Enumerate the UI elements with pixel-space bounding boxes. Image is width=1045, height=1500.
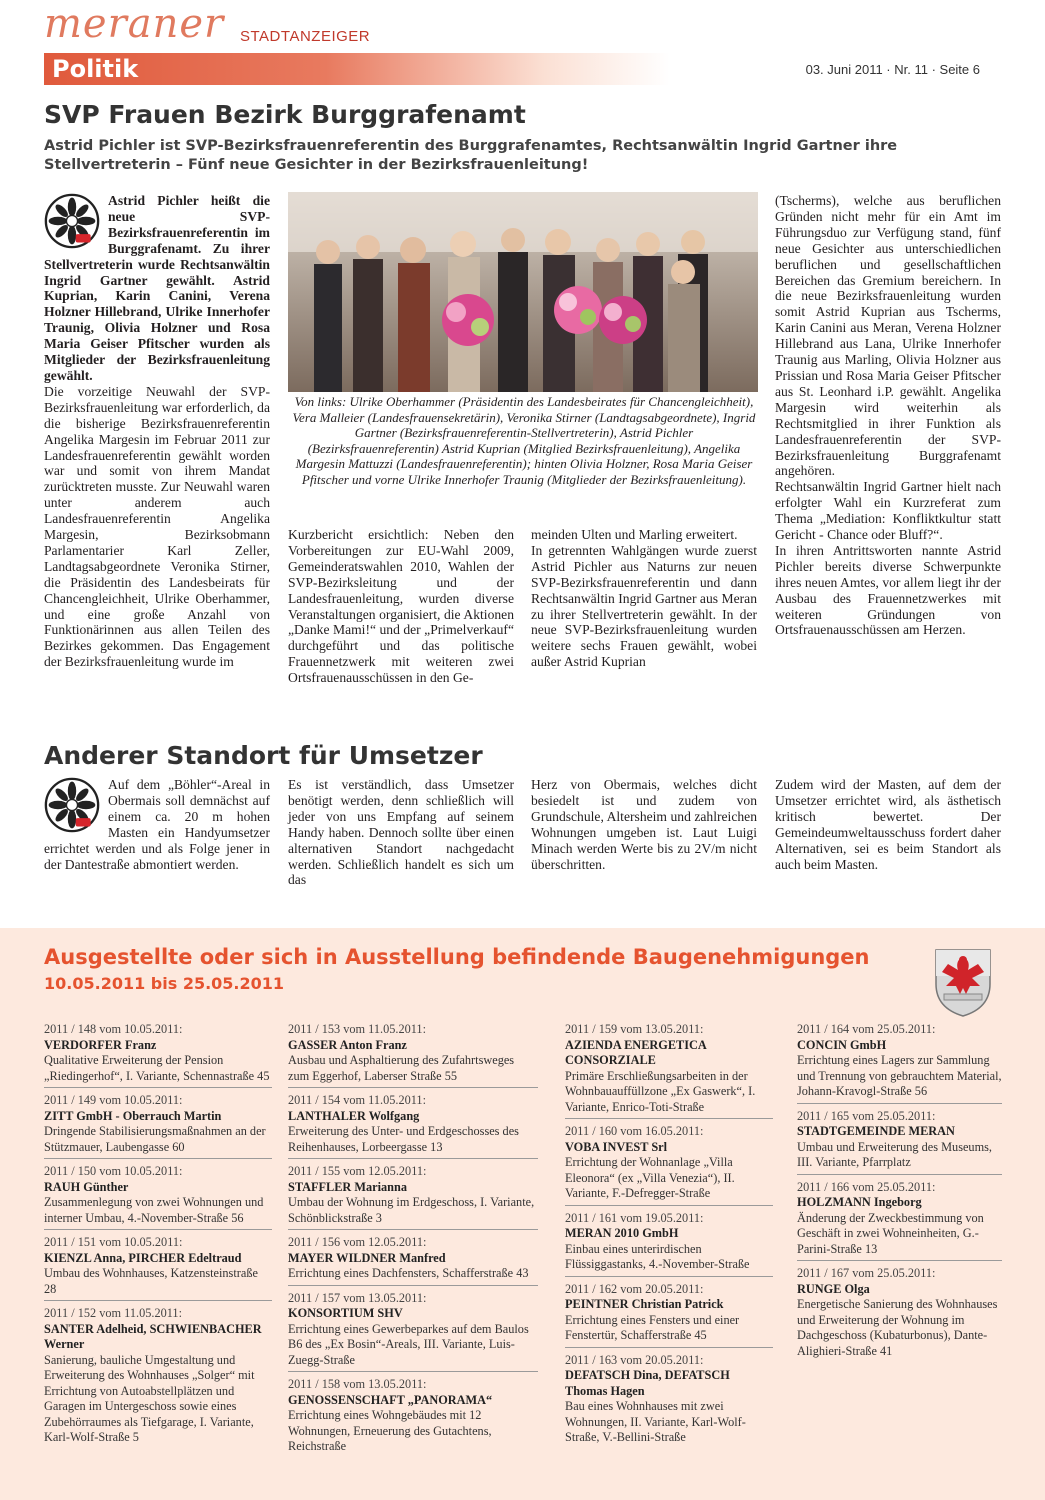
- permit-id: 2011 / 167 vom 25.05.2011:: [797, 1266, 936, 1280]
- article2-col3: Herz von Obermais, welches dicht besiedelt ist und zudem von Grundschule, Altersheim und zahlreichen Wohnungen umgeben ist. Laut Luigi Minach werden Werte bis zu 2V/m nicht überschritten.: [531, 777, 757, 872]
- permit-description: Umbau des Wohnhauses, Katzensteinstraße 28: [44, 1266, 258, 1296]
- permit-id: 2011 / 148 vom 10.05.2011:: [44, 1022, 183, 1036]
- permit-applicant: STADTGEMEINDE MERAN: [797, 1124, 955, 1138]
- permit-applicant: RAUH Günther: [44, 1179, 129, 1194]
- section-label: Politik: [52, 55, 139, 83]
- article2-column-1: [44, 777, 270, 872]
- article1-col2-body: Kurzbericht ersichtlich: Neben den Vorbereitungen zur EU-Wahl 2009, Gemeinderatswahlen 2010, Wahlen der SVP-Bezirksleitung und der Landesfrauenleitung, wurden diverse Veranstaltungen organisiert, die Aktionen „Danke Mami!“ und der „Primelverkauf“ durchgeführt und das politische Frauennetzwerk mit weiteren zwei Ortsfrauenausschüssen in den Ge-: [288, 527, 514, 686]
- photo-caption: Von links: Ulrike Oberhammer (Präsidentin des Landesbeirates für Chancengleichheit), Vera Malleier (Landesfrauensekretärin), Veronika Stirner (Landtagsabgeordnete), Ingrid Gartner (Bezirksfrauenreferentin-Stellvertreterin), Astrid Pichler (Bezirksfrauenreferentin) Astrid Kuprian (Mitglied Bezirksfrauenleitung), Angelika Margesin Mattuzzi (Landesfrauenreferentin); hinten Olivia Holzner, Rosa Maria Geiser Pfitscher und vorne Ulrike Innerhofer Traunig (Mitglieder der Bezirksfrauenleitung).: [292, 394, 756, 487]
- permit-id: 2011 / 155 vom 12.05.2011:: [288, 1164, 427, 1178]
- permit-description: Sanierung, bauliche Umgestaltung und Erweiterung des Wohnhauses „Solger“ mit Errichtung von Autoabstellplätzen und Garagen im Untergeschoss sowie eines Zubehörraumes als Tiefgarage, I. Variante, Karl-Wolf-Straße 5: [44, 1352, 255, 1444]
- permit-applicant: VOBA INVEST Srl: [565, 1139, 668, 1154]
- permit-description: Umbau der Wohnung im Erdgeschoss, I. Variante, Schönblickstraße 3: [288, 1195, 535, 1225]
- article1-headline: SVP Frauen Bezirk Burggrafenamt: [44, 100, 526, 129]
- article2-column-4: [775, 777, 1001, 872]
- permit-id: 2011 / 164 vom 25.05.2011:: [797, 1022, 936, 1036]
- article1-col4-p2: Rechtsanwältin Ingrid Gartner hielt nach erfolgter Wahl ein Kurzreferat zum Thema „Mediation: Konfliktkultur statt Gericht - Chance oder Bluff?“.: [775, 479, 1001, 543]
- article2-header: [44, 741, 483, 770]
- permit-applicant: MERAN 2010 GmbH: [565, 1226, 679, 1240]
- permit-entry: [797, 1266, 1002, 1362]
- permit-entry: [44, 1093, 272, 1159]
- permit-description: Primäre Erschließungsarbeiten in der Wohnbauauffüllzone „Ex Gaswerk“, I. Variante, Enrico-Toti-Straße: [565, 1068, 756, 1114]
- permits-column-1: [44, 1022, 272, 1454]
- article1-subhead: Astrid Pichler ist SVP-Bezirksfrauenreferentin des Burggrafenamtes, Rechtsanwältin Ingrid Gartner ihre Stellvertreterin – Fünf neue Gesichter in der Bezirksfrauenleitung!: [44, 138, 898, 173]
- permit-id: 2011 / 160 vom 16.05.2011:: [565, 1124, 704, 1138]
- masthead-logo: meraner: [44, 1, 225, 47]
- permit-applicant: VERDORFER Franz: [44, 1037, 157, 1052]
- permit-entry: [565, 1282, 773, 1348]
- permit-entry: [44, 1022, 272, 1088]
- permit-entry: [797, 1180, 1002, 1262]
- permits-column-4: [797, 1022, 1002, 1367]
- article1-col3-p2: In getrennten Wahlgängen wurde zuerst Astrid Pichler aus Naturns zur neuen SVP-Bezirksfrauenreferentin und dann Rechtsanwältin Ingrid Gartner aus Meran zu ihrer Stellvertreterin gewählt. In der neue SVP-Bezirksfrauenleitung wurden weitere sechs Frauen gewählt, wobei außer Astrid Kuprian: [531, 542, 757, 670]
- article1-lead: Astrid Pichler heißt die neue SVP-Bezirksfrauenreferentin im Burggrafenamt. Zu ihrer Stellvertreterin wurde Rechtsanwältin Ingrid Gartner gewählt. Astrid Kuprian, Karin Canini, Verena Holzner Hillebrand, Ulrike Innerhofer Traunig, Olivia Holzner und Rosa Maria Geiser Pfitscher wurden als Mitglieder der Bezirksfrauenleitung gewählt.: [44, 193, 270, 383]
- permit-id: 2011 / 156 vom 12.05.2011:: [288, 1235, 427, 1249]
- article1-column-4: [775, 193, 1001, 638]
- permit-id: 2011 / 163 vom 20.05.2011:: [565, 1352, 704, 1367]
- permit-id: 2011 / 149 vom 10.05.2011:: [44, 1093, 183, 1107]
- permit-entry: [565, 1022, 773, 1119]
- permits-date-range: 10.05.2011 bis 25.05.2011: [44, 974, 285, 993]
- group-photo-image: [288, 192, 758, 392]
- permit-description: Qualitative Erweiterung der Pension „Riedingerhof“, I. Variante, Schennastraße 45: [44, 1053, 270, 1083]
- permit-applicant: STAFFLER Marianna: [288, 1179, 407, 1194]
- article2-col1: Auf dem „Böhler“-Areal in Obermais soll demnächst auf einem ca. 20 m hohen Masten ein Handyumsetzer errichtet werden und als Folge jener in der Dantestraße abmontiert werden.: [44, 777, 270, 872]
- article1-col4-p1: (Tscherms), welche aus beruflichen Gründen nicht mehr für ein Amt im Führungsduo zur Verfügung stand, fünf neue Gesichter aus unterschiedlichen beruflichen und gesellschaftlichen Bereichen das Gremium bereichern. In die neue Bezirksfrauenleitung wurden somit Astrid Kuprian aus Tscherms, Karin Canini aus Meran, Verena Holzner Hillebrand aus Lana, Ulrike Innerhofer Traunig aus Marling, Olivia Holzner aus Prissian und Rosa Maria Geiser Pfitscher aus St. Leonhard i.P. gewählt. Angelika Margesin wird weiterhin als Rechtsmitglied in ihrer Funktion als Landesfrauenreferentin der SVP-Bezirksfrauenleitung Burggrafenamt angehören.: [775, 193, 1001, 479]
- article1-col4-p3: In ihren Antrittsworten nannte Astrid Pichler bereits diverse Schwerpunkte ihres neuen Amtes, vor allem liegt ihr der Ausbau des Frauennetzwerkes mit weiteren Gründungen von Ortsfrauenausschüssen am Herzen.: [775, 542, 1001, 638]
- permit-description: Dringende Stabilisierungsmaßnahmen an der Stützmauer, Laubengasse 60: [44, 1124, 266, 1154]
- permit-applicant: AZIENDA ENERGETICA CONSORZIALE: [565, 1037, 707, 1067]
- issue-info: 03. Juni 2011 · Nr. 11 · Seite 6: [805, 62, 980, 77]
- permit-applicant: GENOSSENSCHAFT „PANORAMA“: [288, 1392, 493, 1407]
- permit-description: Errichtung eines Gewerbeparkes auf dem Baulos B6 des „Ex Bosin“-Areals, III. Variante, Luis-Zuegg-Straße: [288, 1321, 529, 1367]
- permit-description: Errichtung der Wohnanlage „Villa Eleonora“ (ex „Villa Venezia“), II. Variante, F.-Defregger-Straße: [565, 1155, 735, 1200]
- permit-applicant: DEFATSCH Dina, DEFATSCH Thomas Hagen: [565, 1368, 730, 1398]
- permit-description: Errichtung eines Dachfensters, Schafferstraße 43: [288, 1266, 529, 1280]
- permit-description: Erweiterung des Unter- und Erdgeschosses des Reihenhauses, Lorbeergasse 13: [288, 1124, 519, 1154]
- permit-description: Änderung der Zweckbestimmung von Geschäft in zwei Wohneinheiten, G.-Parini-Straße 13: [797, 1210, 984, 1256]
- permit-entry: [565, 1353, 773, 1449]
- permit-id: 2011 / 161 vom 19.05.2011:: [565, 1210, 704, 1225]
- permit-id: 2011 / 158 vom 13.05.2011:: [288, 1377, 427, 1391]
- article2-column-2: [288, 777, 514, 888]
- permit-description: Ausbau und Asphaltierung des Zufahrtsweges zum Eggerhof, Laberser Straße 55: [288, 1053, 515, 1083]
- permit-applicant: KIENZL Anna, PIRCHER Edeltraud: [44, 1250, 242, 1265]
- permit-description: Errichtung eines Wohngebäudes mit 12 Wohnungen, Erneuerung des Gutachtens, Reichstraße: [288, 1408, 492, 1453]
- permit-id: 2011 / 157 vom 13.05.2011:: [288, 1290, 427, 1305]
- permit-entry: [44, 1306, 272, 1449]
- svp-edelweiss-icon: [44, 777, 100, 833]
- group-photo: [288, 192, 758, 392]
- permit-entry: [44, 1164, 272, 1230]
- permit-applicant: KONSORTIUM SHV: [288, 1306, 403, 1320]
- permit-applicant: PEINTNER Christian Patrick: [565, 1297, 724, 1311]
- permit-applicant: SANTER Adelheid, SCHWIENBACHER Werner: [44, 1321, 262, 1351]
- permit-id: 2011 / 153 vom 11.05.2011:: [288, 1022, 426, 1036]
- permit-entry: [288, 1377, 538, 1458]
- permit-entry: [288, 1235, 538, 1286]
- permit-entry: [288, 1164, 538, 1230]
- permit-entry: [288, 1022, 538, 1088]
- permit-id: 2011 / 154 vom 11.05.2011:: [288, 1093, 426, 1107]
- article1-col3-p1: meinden Ulten und Marling erweitert.: [531, 527, 738, 542]
- permit-id: 2011 / 151 vom 10.05.2011:: [44, 1235, 183, 1249]
- permit-id: 2011 / 152 vom 11.05.2011:: [44, 1306, 182, 1320]
- permit-applicant: MAYER WILDNER Manfred: [288, 1250, 446, 1265]
- permit-description: Errichtung eines Lagers zur Sammlung und Trennung von gebrauchtem Material, Johann-Kravogl-Straße 56: [797, 1053, 1002, 1098]
- permit-entry: [288, 1093, 538, 1159]
- permit-applicant: RUNGE Olga: [797, 1281, 870, 1296]
- permits-column-3: [565, 1022, 773, 1454]
- permit-description: Bau eines Wohnhauses mit zwei Wohnungen, II. Variante, Karl-Wolf-Straße, V.-Bellini-Straße: [565, 1399, 746, 1444]
- svp-edelweiss-icon: [44, 193, 100, 249]
- permits-title: Ausgestellte oder sich in Ausstellung befindende Baugenehmigungen: [44, 945, 870, 969]
- permit-applicant: ZITT GmbH - Oberrauch Martin: [44, 1108, 222, 1123]
- permits-column-2: [288, 1022, 538, 1463]
- article1-header: [44, 100, 1004, 175]
- permit-description: Umbau und Erweiterung des Museums, III. Variante, Pfarrplatz: [797, 1139, 993, 1169]
- permit-applicant: GASSER Anton Franz: [288, 1037, 407, 1052]
- permit-id: 2011 / 162 vom 20.05.2011:: [565, 1281, 704, 1296]
- permit-description: Errichtung eines Fensters und einer Fenstertür, Schafferstraße 45: [565, 1312, 740, 1342]
- article1-column-3: [531, 527, 757, 670]
- permit-entry: [797, 1022, 1002, 1104]
- article2-col4: Zudem wird der Masten, auf dem der Umsetzer errichtet wird, als ästhetisch kritisch bewertet. Der Gemeindeumweltausschuss fordert daher Alternativen, sei es beim Standort als auch beim Masten.: [775, 777, 1001, 872]
- permit-description: Zusammenlegung von zwei Wohnungen und interner Umbau, 4.-November-Straße 56: [44, 1195, 264, 1225]
- permit-id: 2011 / 159 vom 13.05.2011:: [565, 1022, 704, 1036]
- permit-entry: [797, 1109, 1002, 1175]
- article2-headline: Anderer Standort für Umsetzer: [44, 741, 483, 770]
- permit-description: Einbau eines unterirdischen Flüssiggastanks, 4.-November-Straße: [565, 1241, 750, 1271]
- permit-applicant: HOLZMANN Ingeborg: [797, 1195, 922, 1209]
- permit-applicant: LANTHALER Wolfgang: [288, 1108, 420, 1123]
- article2-column-3: [531, 777, 757, 872]
- permit-id: 2011 / 165 vom 25.05.2011:: [797, 1108, 936, 1123]
- permit-applicant: CONCIN GmbH: [797, 1037, 887, 1052]
- meran-coat-of-arms-icon: [932, 946, 994, 1018]
- permit-id: 2011 / 166 vom 25.05.2011:: [797, 1179, 936, 1194]
- permit-description: Energetische Sanierung des Wohnhauses und Erweiterung der Wohnung im Dachgeschoss (Kubaturbonus), Dante-Alighieri-Straße 41: [797, 1297, 998, 1358]
- article1-column-1: [44, 193, 270, 670]
- permit-id: 2011 / 150 vom 10.05.2011:: [44, 1164, 183, 1178]
- masthead-subtitle: STADTANZEIGER: [240, 28, 371, 45]
- permit-entry: [288, 1291, 538, 1373]
- article1-col1-body: Die vorzeitige Neuwahl der SVP-Bezirksfrauenleitung war erforderlich, da die bisherige Bezirksfrauenreferentin Angelika Margesin im Februar 2011 zur Landesfrauenreferentin gewählt worden war und somit von ihrem Mandat zurücktreten musste. Zur Neuwahl waren unter anderem auch Landesfrauenreferentin Angelika Margesin, Bezirksobmann Parlamentarier Karl Zeller, Landtagsabgeordnete Veronika Stirner, die Präsidentin des Landesbeirats für Chancengleichheit, Ulrike Oberhammer, und eine große Anzahl von Funktionärinnen aus allen Teilen des Bezirkes gekommen. Das Engagement der Bezirksfrauenleitung wurde im: [44, 383, 270, 670]
- permit-entry: [44, 1235, 272, 1301]
- article2-col2: Es ist verständlich, dass Umsetzer benötigt werden, denn schließlich will jeder von uns Empfang auf seinem Handy haben. Dennoch sollte über einen alternativen Standort nachgedacht werden. Schließlich handelt es sich um das: [288, 777, 514, 888]
- permit-entry: [565, 1211, 773, 1277]
- article1-column-2: [288, 527, 514, 686]
- permit-entry: [565, 1124, 773, 1206]
